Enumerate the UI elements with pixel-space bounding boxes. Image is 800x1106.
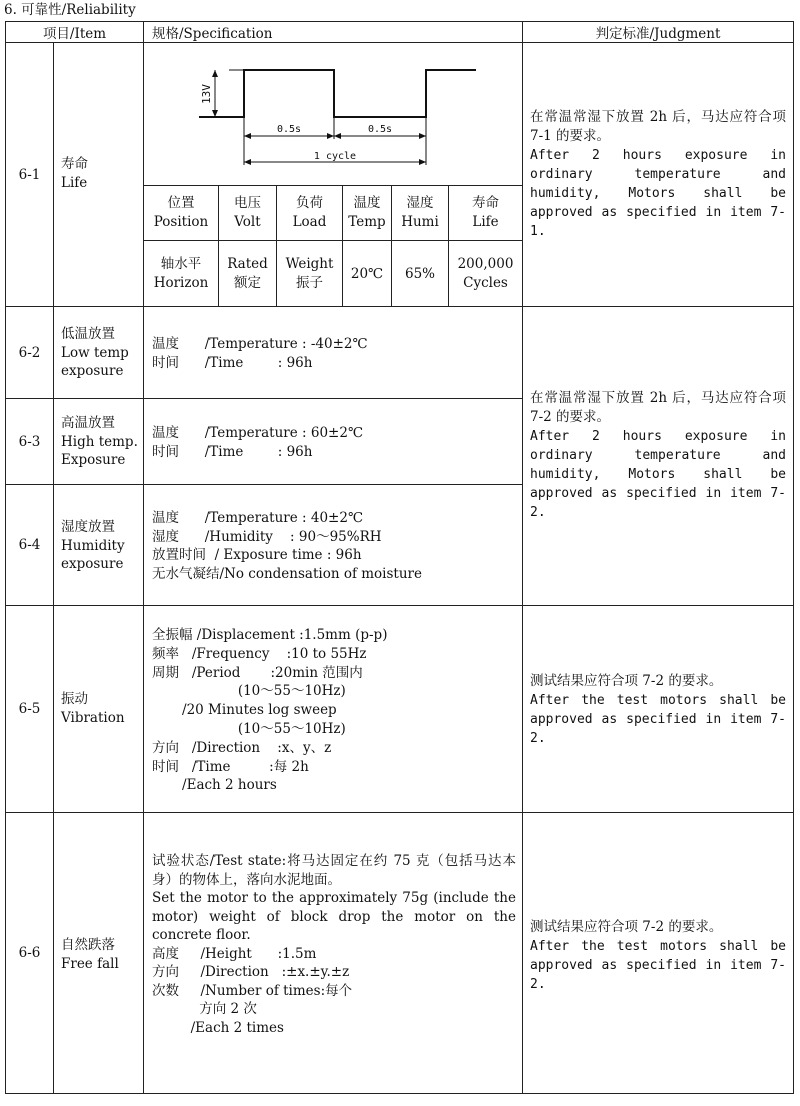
- life-col-temp: 温度 Temp: [348, 195, 386, 230]
- life-col-humi: 湿度 Humi: [401, 195, 439, 230]
- judgment-en: After the test motors shall be approved as specified in item 7-2.: [530, 939, 786, 992]
- header-judgment: 判定标准/Judgment: [595, 26, 721, 42]
- item-name-en: Life: [61, 175, 88, 191]
- spec-free-fall-tail: 高度 /Height :1.5m 方向 /Direction :±x.±y.±z 次数 /Number of times:每个 方向 2 次 /Each 2 times: [152, 945, 353, 1036]
- cycle-label: 1 cycle: [313, 151, 357, 162]
- spec-free-fall-cn: 试验状态/Test state:将马达固定在约 75 克（包括马达本身）的物体上，落向水泥地面。: [152, 853, 516, 888]
- header-spec: 规格/Specification: [152, 26, 273, 42]
- life-col-volt: 电压 Volt: [234, 195, 261, 230]
- item-name-free-fall: 自然跌落 Free fall: [61, 937, 119, 972]
- header-item: 项目/Item: [42, 26, 107, 42]
- life-val-load: Weight 振子: [285, 255, 334, 291]
- judgment-6-6: [530, 918, 786, 994]
- waveform-line: [199, 70, 476, 117]
- item-no-6-3: 6-3: [18, 433, 41, 450]
- spec-high-temp: 温度 /Temperature : 60±2℃ 时间 /Time : 96h: [152, 425, 364, 460]
- life-col-position: 位置 Position: [153, 195, 209, 230]
- item-name-cn: 寿命: [61, 156, 88, 172]
- item-name-low-temp: 低温放置 Low temp exposure: [61, 326, 129, 379]
- voltage-label: 13V: [200, 84, 213, 104]
- item-name-high-temp: 高温放置 High temp. Exposure: [61, 415, 138, 468]
- item-name-vibration: 振动 Vibration: [61, 691, 125, 726]
- life-val-position: 轴水平 Horizon: [153, 255, 209, 291]
- life-col-life: 寿命 Life: [472, 195, 499, 230]
- pulse-waveform-diagram: [144, 43, 522, 185]
- life-val-temp: 20℃: [350, 265, 384, 282]
- item-no-6-2: 6-2: [18, 344, 41, 361]
- judgment-cn: 在常温常湿下放置 2h 后，马达应符合项 7-2 的要求。: [530, 390, 786, 425]
- item-name-humidity: 湿度放置 Humidity exposure: [61, 519, 125, 572]
- section-title: 6. 可靠性/Reliability: [4, 2, 136, 18]
- half-period-label-1: 0.5s: [276, 124, 302, 135]
- half-period-label-2: 0.5s: [367, 124, 393, 135]
- spec-free-fall: [152, 852, 516, 1037]
- judgment-en: After 2 hours exposure in ordinary temperature and humidity, Motors shall be approved as specified in item 7-2.: [530, 429, 786, 520]
- item-no-6-6: 6-6: [18, 945, 41, 961]
- judgment-en: After 2 hours exposure in ordinary temperature and humidity, Motors shall be approved as specified in item 7-1.: [530, 148, 786, 239]
- spec-free-fall-en: Set the motor to the approximately 75g (include the motor) weight of block drop the motor on the concrete floor.: [152, 890, 516, 943]
- judgment-6-2-to-6-4: [530, 389, 786, 522]
- spec-vibration: 全振幅 /Displacement :1.5mm (p-p) 频率 /Frequency :10 to 55Hz 周期 /Period :20min 范围内 (10～55～10Hz) /20 Minutes log sweep (10～55～10Hz) 方向 /Direction :x、y、z 时间 /Time :每 2h /Each 2 hours: [152, 627, 388, 794]
- life-val-life: 200,000 Cycles: [457, 255, 514, 291]
- judgment-cn: 测试结果应符合项 7-2 的要求。: [530, 673, 723, 689]
- spec-low-temp: 温度 /Temperature : -40±2℃ 时间 /Time : 96h: [152, 336, 368, 371]
- life-val-volt: Rated 额定: [227, 255, 268, 291]
- judgment-6-1: [530, 108, 786, 241]
- life-col-load: 负荷 Load: [292, 195, 327, 230]
- item-name-life: [61, 155, 141, 193]
- spec-humidity: 温度 /Temperature : 40±2℃ 湿度 /Humidity : 90～95%RH 放置时间 / Exposure time : 96h 无水气凝结/No condensation of moisture: [152, 510, 422, 582]
- judgment-cn: 在常温常湿下放置 2h 后，马达应符合项 7-1 的要求。: [530, 109, 786, 144]
- judgment-cn: 测试结果应符合项 7-2 的要求。: [530, 919, 723, 935]
- item-no-6-1: 6-1: [18, 166, 41, 183]
- item-no-6-4: 6-4: [18, 537, 41, 553]
- judgment-6-5: [530, 672, 786, 748]
- life-val-humi: 65%: [404, 265, 435, 282]
- item-no-6-5: 6-5: [18, 701, 41, 717]
- judgment-en: After the test motors shall be approved as specified in item 7-2.: [530, 693, 786, 746]
